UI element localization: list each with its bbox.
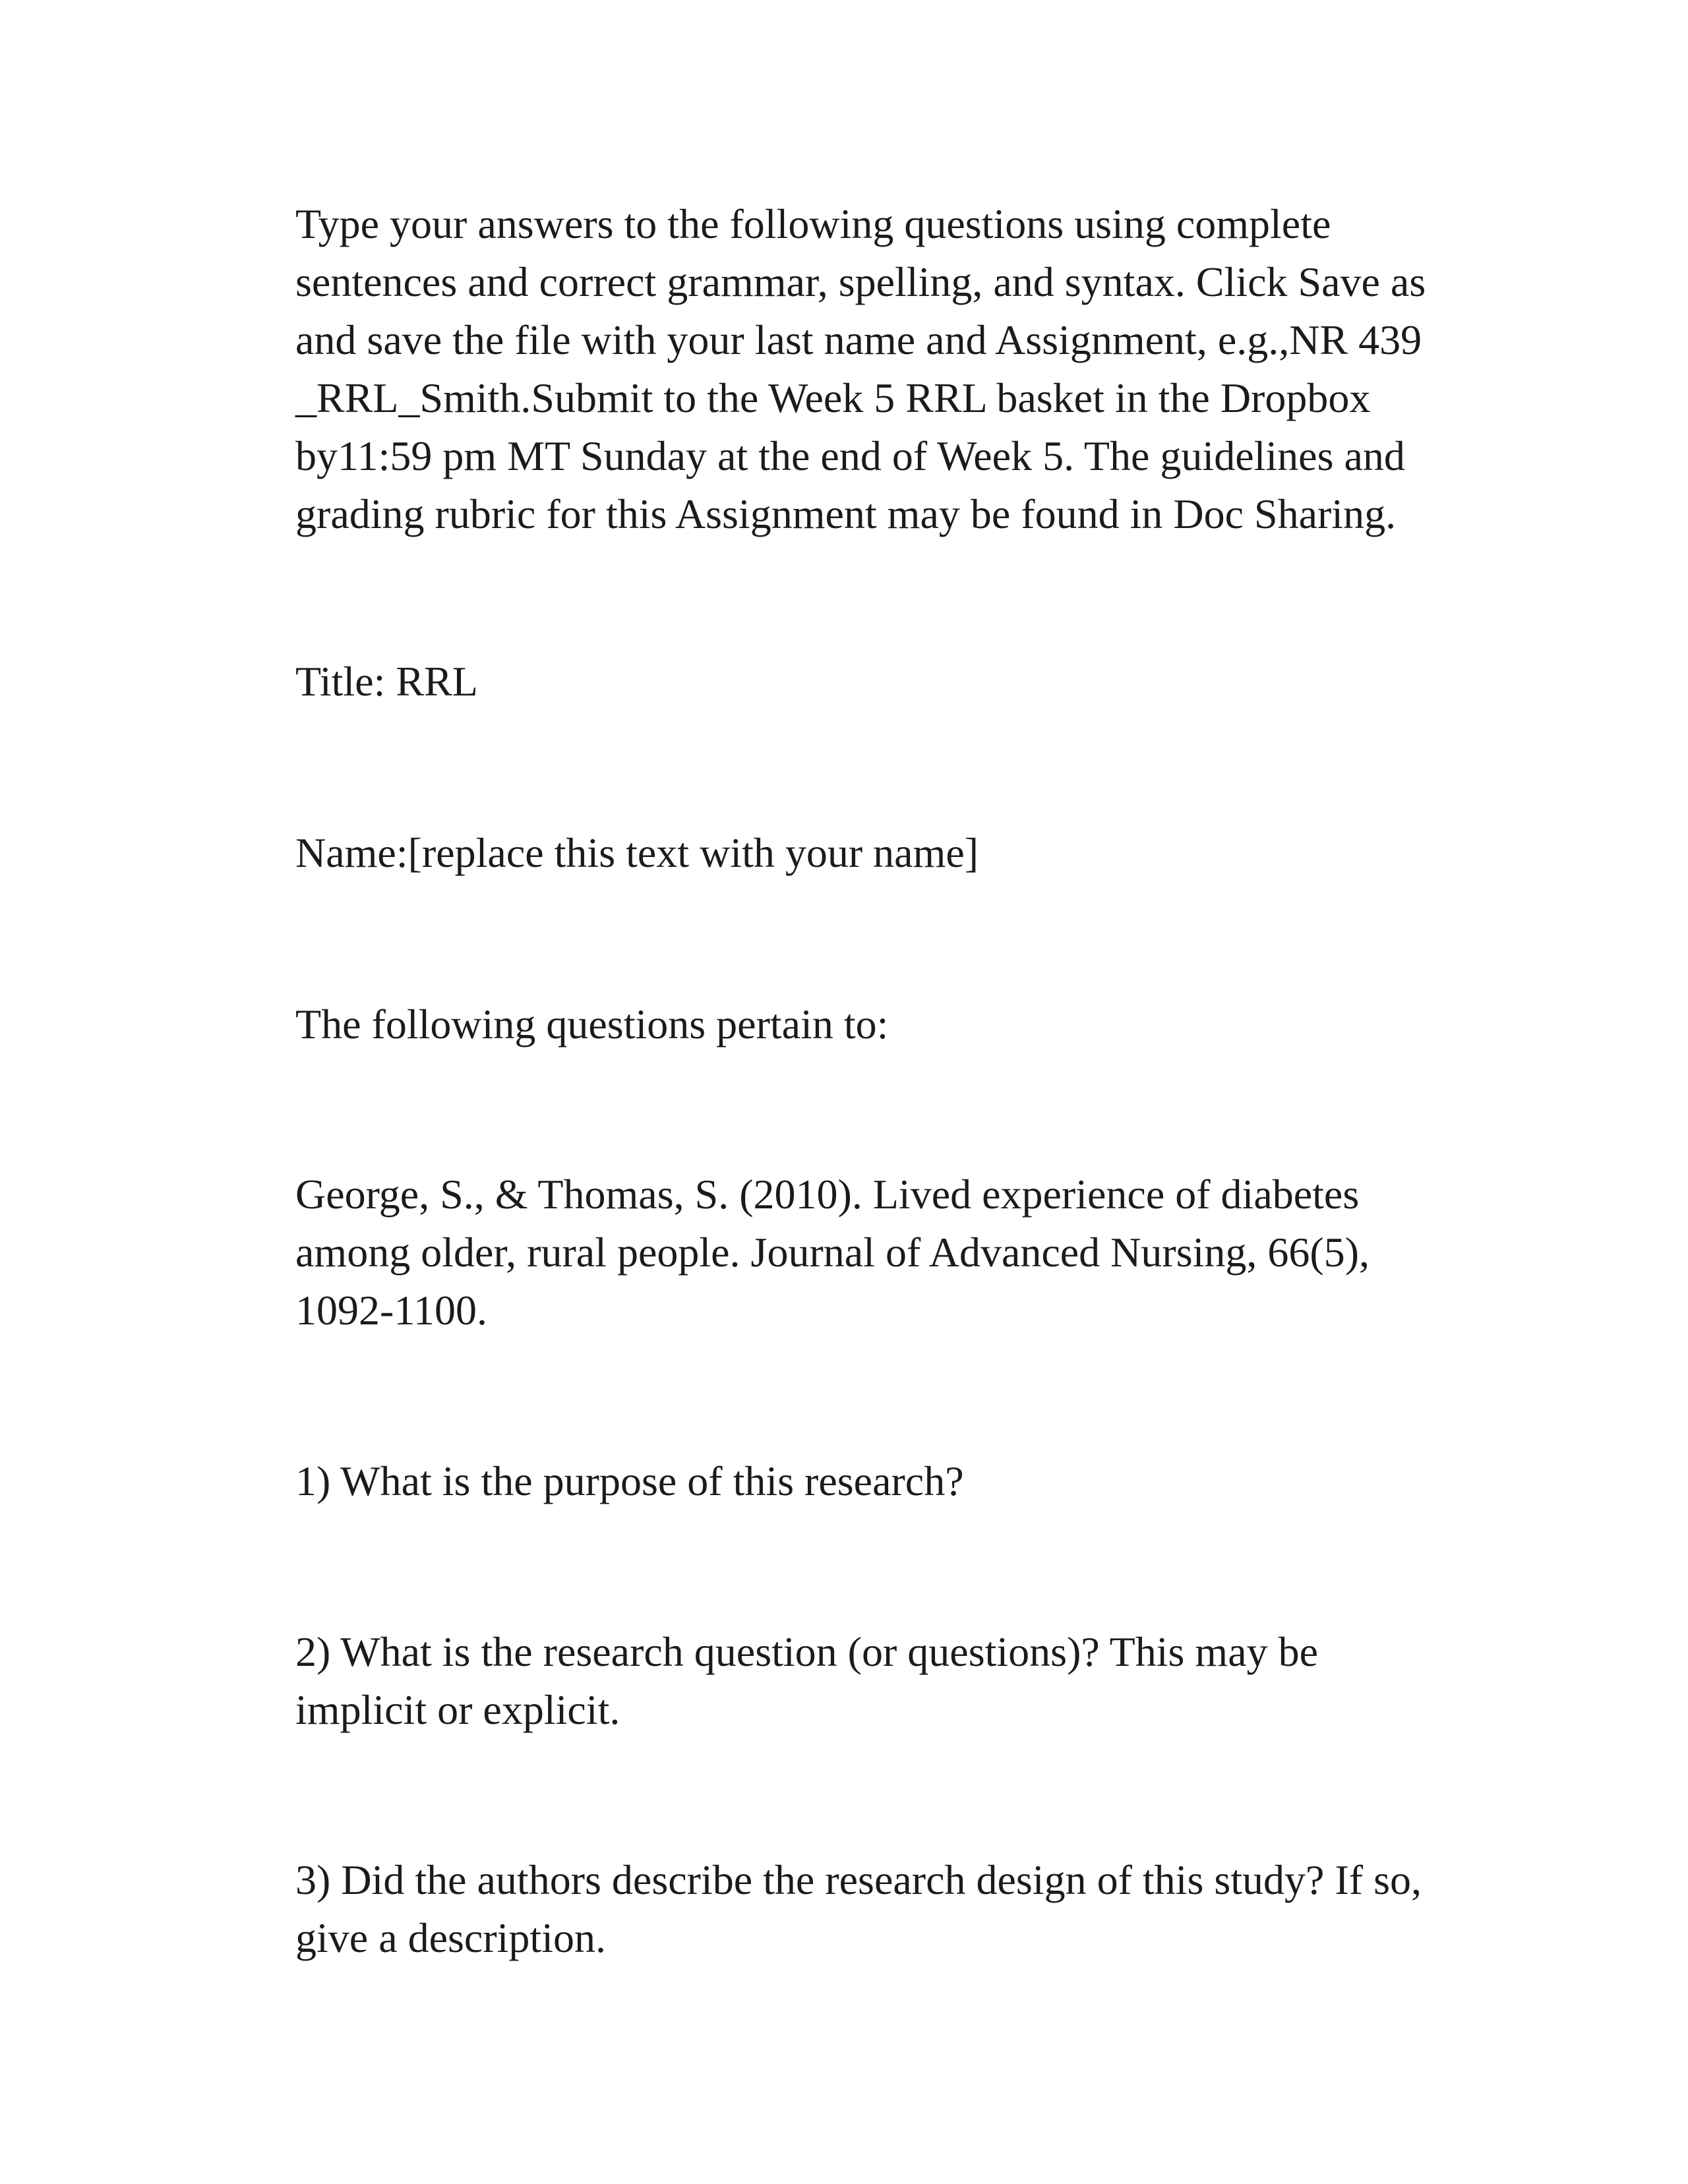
citation-line: among older, rural people. Journal of Advanced Nursing, 66(5), bbox=[295, 1229, 1370, 1276]
citation-paragraph bbox=[295, 1166, 1548, 1340]
question-1 bbox=[295, 1452, 1548, 1510]
citation-line: 1092-1100. bbox=[295, 1287, 487, 1334]
instructions-line: by11:59 pm MT Sunday at the end of Week 5. The guidelines and bbox=[295, 432, 1405, 479]
pertain-line: The following questions pertain to: bbox=[295, 1001, 889, 1048]
question-line: 3) Did the authors describe the research design of this study? If so, bbox=[295, 1856, 1422, 1903]
instructions-line: grading rubric for this Assignment may be found in Doc Sharing. bbox=[295, 490, 1397, 537]
title-line: Title: RRL bbox=[295, 658, 478, 705]
question-3 bbox=[295, 1851, 1548, 1967]
name-line: Name:[replace this text with your name] bbox=[295, 829, 979, 876]
instructions-line: _RRL_Smith.Submit to the Week 5 RRL basket in the Dropbox bbox=[295, 374, 1371, 421]
instructions-paragraph bbox=[295, 195, 1548, 543]
question-line: give a description. bbox=[295, 1914, 606, 1961]
question-line: 2) What is the research question (or questions)? This may be bbox=[295, 1628, 1318, 1675]
question-line: implicit or explicit. bbox=[295, 1686, 620, 1733]
instructions-line: and save the file with your last name and Assignment, e.g.,NR 439 bbox=[295, 316, 1422, 363]
instructions-line: sentences and correct grammar, spelling, and syntax. Click Save as bbox=[295, 258, 1426, 305]
question-2 bbox=[295, 1623, 1548, 1739]
question-line: 1) What is the purpose of this research? bbox=[295, 1458, 964, 1504]
instructions-line: Type your answers to the following questions using complete bbox=[295, 200, 1331, 247]
citation-line: George, S., & Thomas, S. (2010). Lived experience of diabetes bbox=[295, 1171, 1360, 1218]
